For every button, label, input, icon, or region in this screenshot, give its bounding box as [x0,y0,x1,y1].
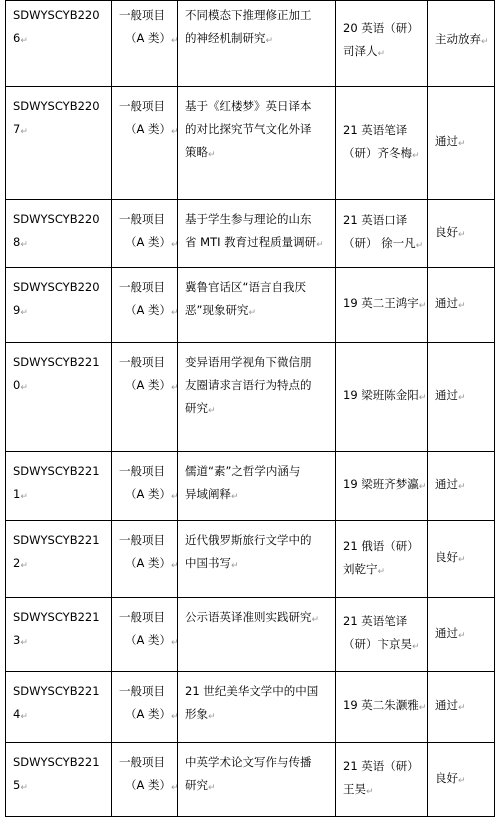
paragraph-mark: ↵ [458,482,466,492]
project-title-text: 儒道“素”之哲学内涵与 [185,464,301,478]
paragraph-mark: ↵ [248,308,257,318]
paragraph-mark: ↵ [418,703,427,713]
project-type-text: 一般项目 [119,99,165,113]
project-leader-text: 司泽人 [343,43,378,58]
project-leader-text: 刘乾宁 [343,561,378,576]
project-type-text: （A 类） [125,633,172,647]
project-title-text: 公示语英译准则实践研究 [185,610,312,624]
project-leader-text: 20 英语（研） [343,20,419,35]
project-title-text: 基于《红楼梦》英日译本 [185,99,312,113]
project-leader-text: （研）齐冬梅 [343,145,412,160]
project-type-line [119,629,179,655]
paragraph-mark: ↵ [20,308,28,318]
project-type-text: （A 类） [125,378,172,392]
project-result-text: 通过 [435,388,458,402]
paragraph-mark: ↵ [458,630,466,641]
project-title-line [185,751,330,774]
project-type-text: 一般项目 [119,280,165,294]
project-result-text: 主动放弃 [435,32,481,46]
table-row [6,87,495,200]
table-row [6,672,495,743]
project-id-line [13,27,106,53]
paragraph-mark: ↵ [458,775,466,786]
project-type-text: 一般项目 [119,8,165,22]
paragraph-mark: ↵ [265,36,274,46]
project-id-line [13,231,106,257]
project-leader-line [343,384,427,410]
project-leader-text: 19 梁班齐梦瀛 [343,477,419,491]
project-result-text: 通过 [435,134,458,148]
project-id-text: 6 [13,31,21,45]
project-id-text: SDWYSCYB221 [13,610,100,624]
project-type-line [119,276,172,299]
project-result-text: 通过 [435,477,458,491]
paragraph-mark: ↵ [208,406,216,416]
project-result-line [435,221,489,247]
project-result-line [435,622,489,648]
paragraph-mark: ↵ [208,783,216,793]
project-type-cell [112,598,178,672]
project-id-line [13,529,106,552]
project-result-text: 良好 [435,770,458,785]
project-result-line [435,694,489,720]
project-id-text: SDWYSCYB220 [13,99,100,113]
paragraph-mark: ↵ [20,492,28,502]
project-id-line [13,4,106,27]
paragraph-mark: ↵ [20,561,28,571]
project-type-cell [112,743,178,817]
project-id-text: 8 [13,235,21,249]
project-id-text: SDWYSCYB220 [13,212,100,226]
project-title-text: 形象 [185,707,208,721]
project-type-text: 一般项目 [119,355,165,369]
paragraph-mark: ↵ [418,393,427,403]
project-id-cell [6,87,112,200]
project-id-line [13,118,106,144]
paragraph-mark: ↵ [231,561,239,571]
project-title-line [185,351,330,374]
project-leader-cell [336,743,428,817]
project-title-line [185,606,330,632]
project-type-cell [112,268,178,343]
project-title-line [185,703,330,729]
project-id-text: SDWYSCYB221 [13,755,100,769]
project-title-cell [178,200,336,268]
project-title-text: 的神经机制研究 [185,31,266,45]
project-result-line [435,767,489,793]
project-title-text: 异域阐释 [185,487,231,501]
project-title-cell [178,87,336,200]
paragraph-mark: ↵ [20,783,28,793]
paragraph-mark: ↵ [20,712,28,722]
project-title-text: 中英学术论文写作与传播 [185,755,312,769]
project-leader-cell [336,598,428,672]
project-result-cell [428,521,495,598]
project-leader-line [343,119,422,142]
project-id-line [13,483,106,509]
project-type-text: 一般项目 [119,533,165,547]
project-type-line [119,208,172,231]
project-leader-line [343,633,422,659]
project-title-line [185,374,330,397]
project-title-cell [178,521,336,598]
project-title-line [185,483,330,509]
project-title-text: 近代俄罗斯旅行文学中的 [185,533,312,547]
project-id-cell [6,743,112,817]
project-type-cell [112,200,178,268]
project-type-line [119,703,179,729]
project-id-text: 1 [13,487,21,501]
project-id-cell [6,672,112,743]
paragraph-mark: ↵ [377,566,386,577]
project-leader-text: 21 英语口译 [343,213,408,227]
project-result-cell [428,268,495,343]
project-id-text: SDWYSCYB221 [13,464,100,478]
project-type-line [119,529,172,552]
project-id-text: 9 [13,303,21,317]
project-leader-text: 21 英语（研） [343,759,419,773]
project-leader-cell [336,87,428,200]
project-type-line [119,680,172,703]
project-result-cell [428,452,495,521]
table-row [6,452,495,521]
paragraph-mark: ↵ [458,139,466,149]
paragraph-mark: ↵ [20,127,28,137]
paragraph-mark: ↵ [171,240,179,250]
project-type-text: （A 类） [125,487,172,501]
project-title-line [185,680,330,703]
project-title-line [185,529,330,552]
paragraph-mark: ↵ [412,150,420,161]
project-id-text: SDWYSCYB221 [13,684,100,698]
project-type-cell [112,343,178,452]
project-type-cell [112,0,178,87]
paragraph-mark: ↵ [316,240,324,250]
project-leader-line [343,535,422,558]
project-result-text: 良好 [435,550,458,564]
project-title-line [185,460,330,483]
project-title-text: 恶”现象研究 [185,303,249,317]
paragraph-mark: ↵ [458,555,466,565]
project-leader-text: 19 英二王鸿宇 [343,296,419,310]
project-id-text: SDWYSCYB220 [13,8,100,22]
project-title-cell [178,598,336,672]
project-leader-cell [336,343,428,452]
project-leader-text: 21 英语笔译 [343,122,408,137]
project-result-text: 通过 [435,698,458,712]
project-title-cell [178,268,336,343]
project-type-text: （A 类） [125,31,172,45]
project-leader-line [343,292,427,318]
project-result-cell [428,200,495,268]
table-row [6,268,495,343]
paragraph-mark: ↵ [171,561,179,571]
project-title-text: 中国书写 [185,556,231,570]
paragraph-mark: ↵ [311,615,320,625]
paragraph-mark: ↵ [20,383,28,393]
project-title-line [185,231,330,257]
project-title-text: 研究 [185,401,208,415]
project-id-text: 3 [13,633,21,647]
project-id-line [13,95,106,118]
project-title-cell [178,452,336,521]
project-type-line [119,552,179,578]
project-id-line [13,276,106,299]
paragraph-mark: ↵ [458,229,466,240]
project-id-cell [6,598,112,672]
project-leader-line [343,40,422,66]
project-id-cell [6,452,112,521]
project-type-text: 一般项目 [119,755,165,769]
project-type-line [119,460,172,483]
project-id-cell [6,200,112,268]
project-leader-line [343,694,427,720]
project-leader-line [343,17,422,40]
project-result-cell [428,672,495,743]
table-row [6,0,495,87]
project-type-text: （A 类） [125,556,172,570]
project-title-line [185,208,330,231]
project-title-line [185,27,330,53]
paragraph-mark: ↵ [208,712,216,722]
project-title-text: 不同模态下推理修正加工 [185,8,312,22]
project-type-text: 一般项目 [119,212,165,226]
project-type-line [119,95,172,118]
table-row [6,200,495,268]
table-row [6,743,495,817]
project-leader-cell [336,672,428,743]
project-type-text: 一般项目 [119,610,165,624]
paragraph-mark: ↵ [171,638,179,648]
project-leader-cell [336,0,428,87]
project-id-text: 2 [13,556,21,570]
paragraph-mark: ↵ [20,36,28,46]
project-id-text: 4 [13,707,21,721]
project-title-text: 21 世纪美华文学中的中国 [185,684,319,698]
project-type-cell [112,521,178,598]
project-result-line [435,473,489,499]
project-result-line [435,292,489,318]
project-id-line [13,460,106,483]
project-title-text: 研究 [185,778,208,792]
project-id-line [13,299,106,325]
paragraph-mark: ↵ [20,638,28,648]
paragraph-mark: ↵ [171,308,179,318]
project-leader-text: 21 俄语（研） [343,538,419,553]
paragraph-mark: ↵ [366,787,374,797]
project-id-text: 7 [13,122,21,136]
project-title-line [185,397,330,423]
paragraph-mark: ↵ [171,783,179,793]
paragraph-mark: ↵ [418,482,427,492]
project-id-text: SDWYSCYB220 [13,280,100,294]
project-type-line [119,118,179,144]
project-type-line [119,606,172,629]
project-id-line [13,703,106,729]
project-title-text: 友圈请求言语行为特点的 [185,378,312,392]
project-type-cell [112,672,178,743]
table-row [6,521,495,598]
project-title-cell [178,0,336,87]
project-result-line [435,384,489,410]
project-id-text: SDWYSCYB221 [13,355,100,369]
project-type-text: （A 类） [125,707,172,721]
paragraph-mark: ↵ [20,240,28,250]
project-id-text: SDWYSCYB221 [13,533,100,547]
paragraph-mark: ↵ [208,150,216,160]
project-leader-line [343,473,427,499]
table-row [6,598,495,672]
paragraph-mark: ↵ [171,712,179,722]
project-title-line [185,141,330,167]
paragraph-mark: ↵ [418,301,427,311]
project-leader-cell [336,521,428,598]
project-title-cell [178,343,336,452]
project-type-line [119,351,172,374]
project-result-cell [428,743,495,817]
project-type-text: （A 类） [125,235,172,249]
paragraph-mark: ↵ [412,642,420,652]
project-leader-line [343,778,422,804]
project-leader-line [343,755,422,778]
project-leader-cell [336,452,428,521]
project-type-line [119,751,172,774]
project-title-cell [178,672,336,743]
paragraph-mark: ↵ [481,37,489,47]
project-title-text: 变异语用学视角下微信朋 [185,355,312,369]
paragraph-mark: ↵ [458,703,466,713]
table-row [6,343,495,452]
project-title-cell [178,743,336,817]
project-type-cell [112,452,178,521]
paragraph-mark: ↵ [458,301,466,311]
project-title-text: 冀鲁官话区“语言自我厌 [185,280,306,294]
project-id-line [13,606,106,629]
project-result-cell [428,343,495,452]
project-result-cell [428,0,495,87]
project-type-text: （A 类） [125,303,172,317]
project-result-text: 通过 [435,625,458,640]
project-result-line [435,130,489,156]
paragraph-mark: ↵ [231,492,239,502]
project-leader-line [343,209,422,232]
paragraph-mark: ↵ [458,393,466,403]
project-title-line [185,552,330,578]
project-leader-text: （研） 徐一凡 [343,236,416,250]
project-result-line [435,28,489,54]
project-title-text: 策略 [185,145,208,159]
paragraph-mark: ↵ [377,48,386,59]
project-type-line [119,299,179,325]
project-title-text: 的对比探究节气文化外译 [185,122,312,136]
project-table-body [6,0,495,817]
paragraph-mark: ↵ [171,36,179,46]
project-id-line [13,351,106,374]
project-type-text: 一般项目 [119,464,165,478]
paragraph-mark: ↵ [171,492,179,502]
project-title-text: 省 MTI 教育过程质量调研 [185,235,317,249]
project-result-text: 通过 [435,296,458,310]
project-leader-text: 王昊 [343,782,366,796]
project-leader-text: （研）卞京昊 [343,637,412,651]
project-result-cell [428,87,495,200]
project-id-line [13,774,106,800]
project-leader-text: 21 英语笔译 [343,614,408,628]
project-result-line [435,546,489,572]
project-type-cell [112,87,178,200]
project-title-line [185,774,330,800]
project-type-line [119,231,179,257]
project-id-line [13,374,106,400]
project-leader-line [343,142,422,168]
project-type-line [119,27,179,53]
project-id-line [13,680,106,703]
project-id-text: 5 [13,778,21,792]
project-id-line [13,208,106,231]
project-id-cell [6,521,112,598]
project-type-line [119,374,179,400]
project-title-line [185,95,330,118]
project-title-line [185,299,330,325]
project-type-line [119,483,179,509]
project-title-line [185,4,330,27]
paragraph-mark: ↵ [415,241,424,251]
project-title-line [185,118,330,141]
project-leader-line [343,558,422,584]
project-type-line [119,774,179,800]
project-leader-text: 19 英二朱灏雅 [343,698,419,712]
project-id-cell [6,0,112,87]
project-leader-text: 19 梁班陈金阳 [343,388,419,402]
project-title-text: 基于学生参与理论的山东 [185,212,312,226]
project-id-line [13,552,106,578]
project-type-text: （A 类） [125,122,172,136]
project-title-line [185,276,330,299]
project-leader-cell [336,268,428,343]
paragraph-mark: ↵ [171,383,179,393]
project-type-line [119,4,172,27]
project-result-cell [428,598,495,672]
project-leader-cell [336,200,428,268]
project-result-text: 良好 [435,224,458,239]
project-table [5,0,495,817]
project-leader-line [343,232,422,258]
project-id-cell [6,268,112,343]
project-id-line [13,629,106,655]
paragraph-mark: ↵ [171,127,179,137]
project-type-text: 一般项目 [119,684,165,698]
project-id-text: 0 [13,378,21,392]
project-leader-line [343,610,422,633]
project-id-cell [6,343,112,452]
project-type-text: （A 类） [125,778,172,792]
project-id-line [13,751,106,774]
